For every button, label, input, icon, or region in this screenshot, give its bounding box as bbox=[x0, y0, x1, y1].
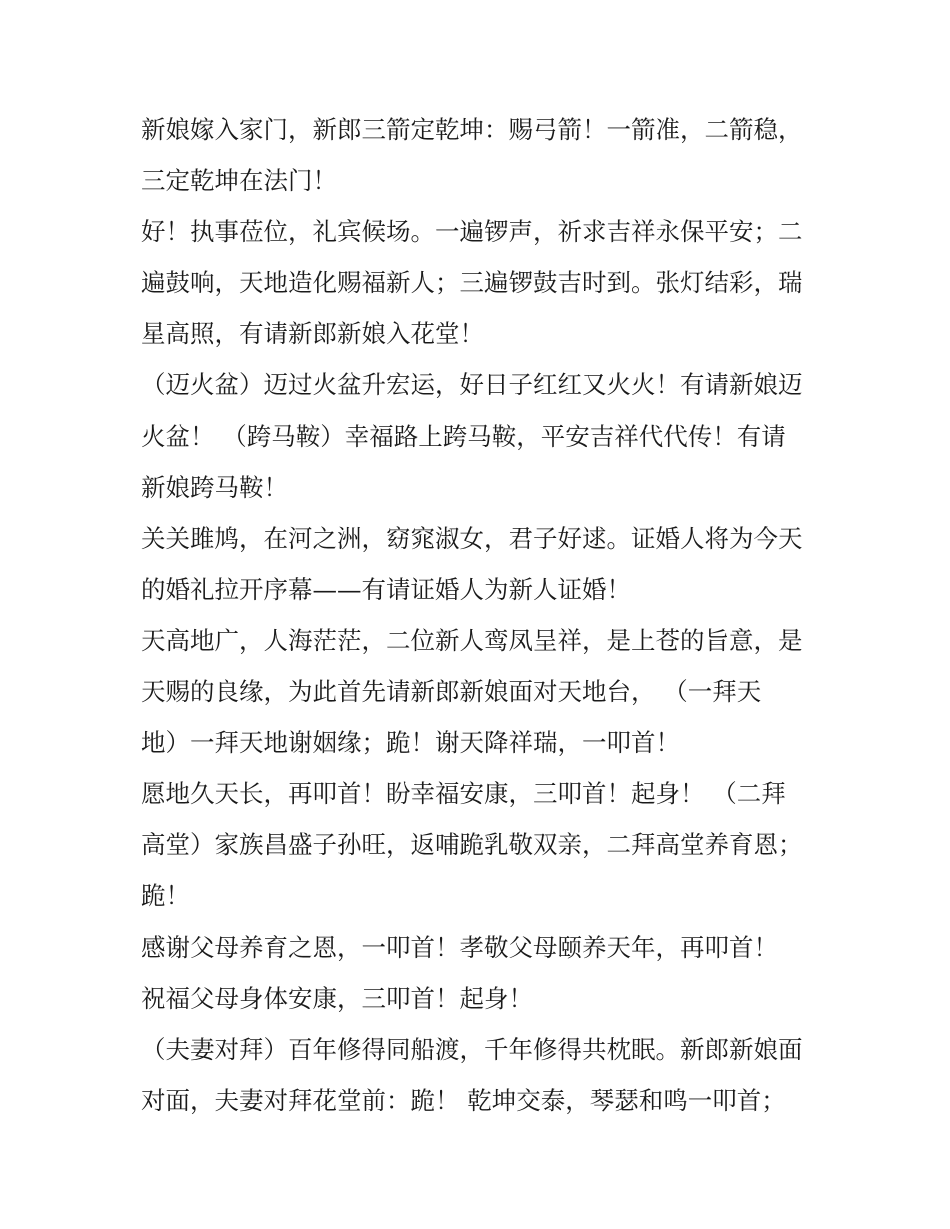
text-line: 新娘嫁入家门，新郎三箭定乾坤：赐弓箭！一箭准，二箭稳， bbox=[141, 115, 803, 144]
text-line: 跪！ bbox=[141, 881, 190, 911]
text-line: 对面，夫妻对拜花堂前：跪！ 乾坤交泰，琴瑟和鸣一叩首； bbox=[141, 1085, 786, 1115]
text-line: 遍鼓响，天地造化赐福新人；三遍锣鼓吉时到。张灯结彩，瑞 bbox=[141, 268, 803, 298]
text-line: 三定乾坤在法门！ bbox=[141, 166, 337, 196]
text-line: 祝福父母身体安康，三叩首！起身！ bbox=[141, 983, 533, 1013]
text-line: 星高照，有请新郎新娘入花堂！ bbox=[141, 319, 484, 349]
text-line: 新娘跨马鞍！ bbox=[141, 472, 288, 502]
document-body bbox=[141, 104, 821, 1126]
text-line: 地）一拜天地谢姻缘；跪！谢天降祥瑞，一叩首！ bbox=[141, 728, 680, 758]
text-line: 愿地久天长，再叩首！盼幸福安康，三叩首！起身！ （二拜 bbox=[141, 779, 786, 809]
text-line: 天高地广，人海茫茫，二位新人鸾凤呈祥，是上苍的旨意，是 bbox=[141, 625, 803, 655]
text-line: （夫妻对拜）百年修得同船渡，千年修得共枕眠。新郎新娘面 bbox=[141, 1034, 803, 1064]
text-line: 火盆！ （跨马鞍）幸福路上跨马鞍，平安吉祥代代传！有请 bbox=[141, 421, 786, 451]
text-line: 关关雎鸠，在河之洲，窈窕淑女，君子好逑。证婚人将为今天 bbox=[141, 523, 803, 553]
text-line: 的婚礼拉开序幕——有请证婚人为新人证婚！ bbox=[141, 574, 631, 604]
text-line: 高堂）家族昌盛子孙旺，返哺跪乳敬双亲，二拜高堂养育恩； bbox=[141, 830, 803, 860]
text-line: 天赐的良缘，为此首先请新郎新娘面对天地台， （一拜天 bbox=[141, 677, 762, 707]
text-line: 感谢父母养育之恩，一叩首！孝敬父母颐养天年，再叩首！ bbox=[141, 932, 778, 962]
text-line: 好！执事莅位，礼宾候场。一遍锣声，祈求吉祥永保平安；二 bbox=[141, 217, 803, 247]
text-line: （迈火盆）迈过火盆升宏运，好日子红红又火火！有请新娘迈 bbox=[141, 370, 803, 400]
